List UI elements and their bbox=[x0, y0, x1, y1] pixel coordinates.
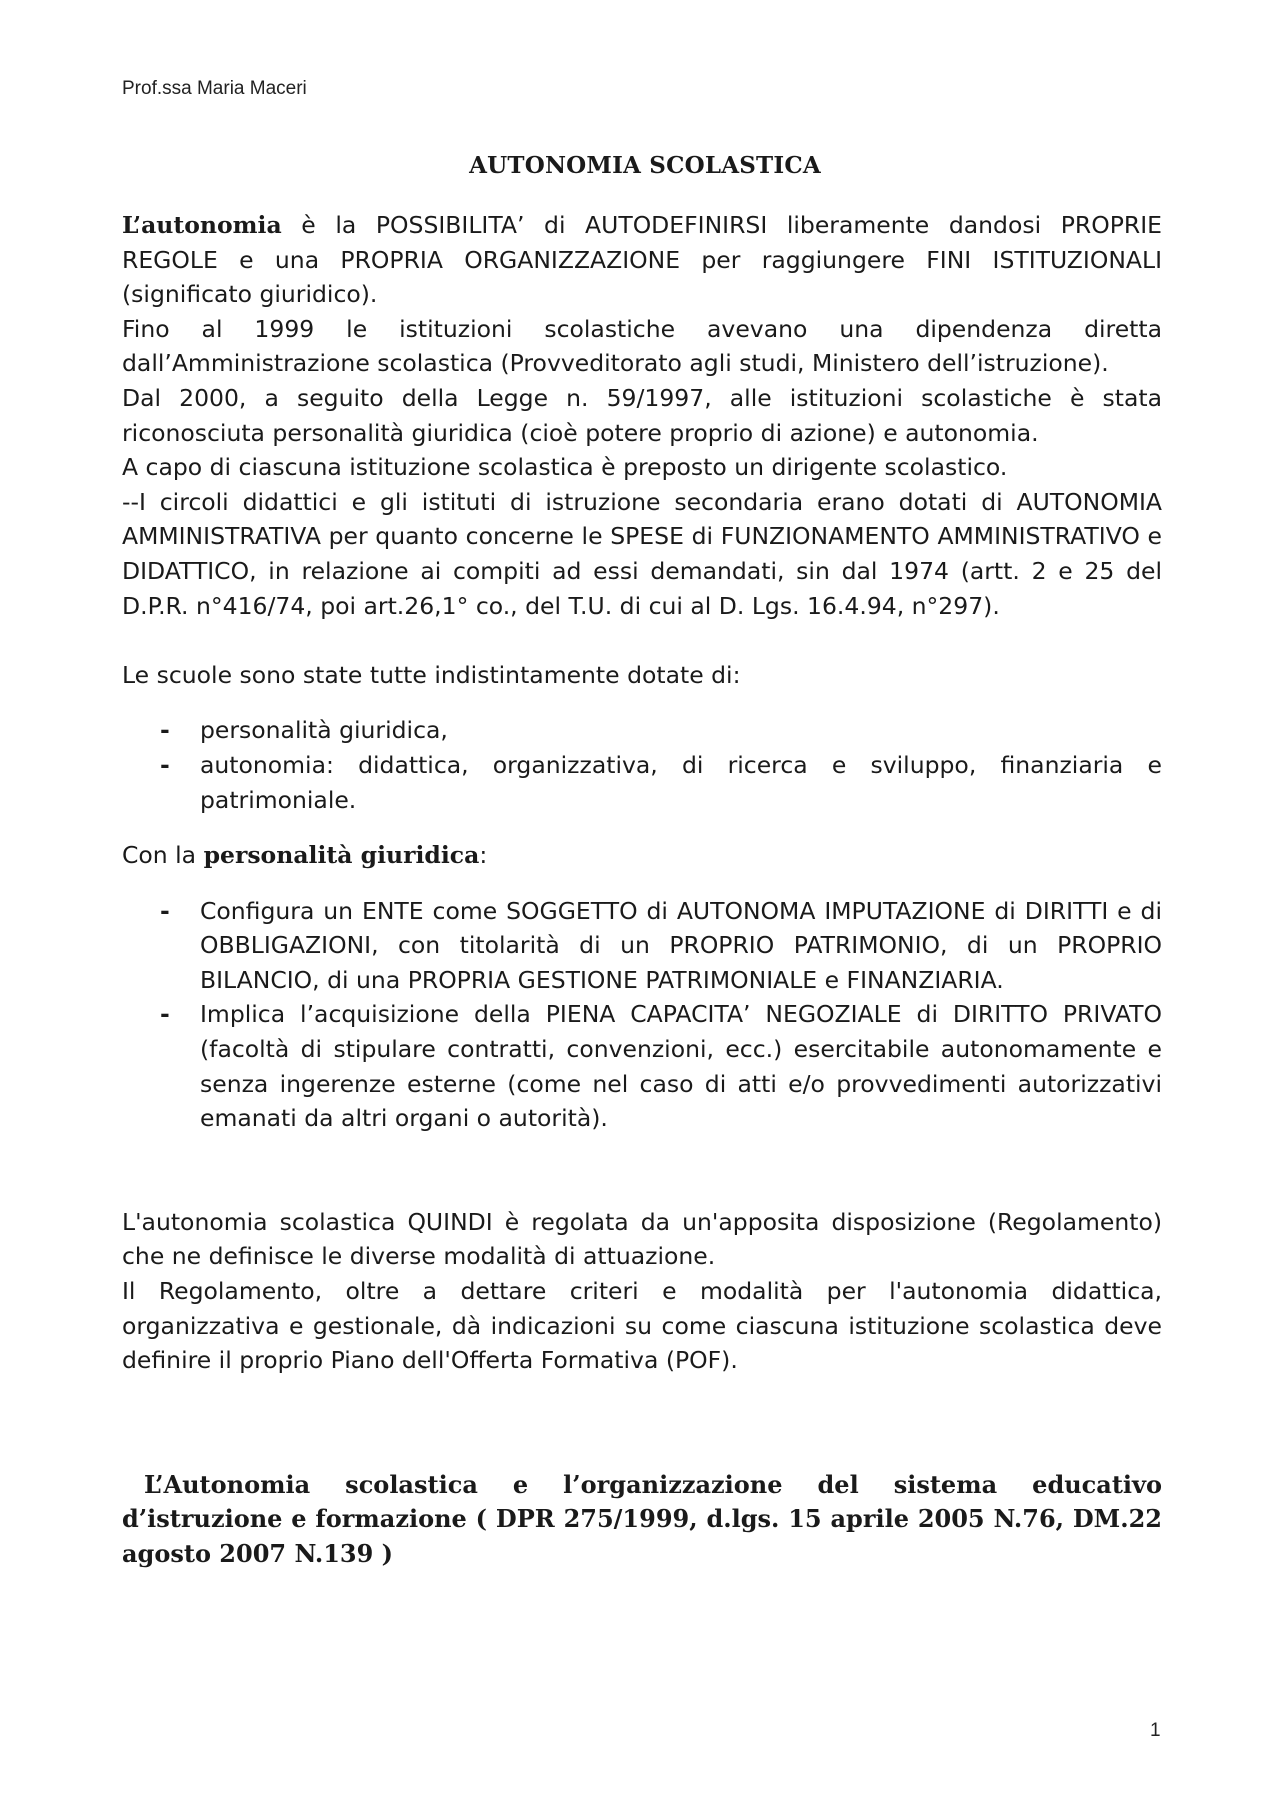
document-title: AUTONOMIA SCOLASTICA bbox=[469, 152, 821, 179]
paragraph-history: Fino al 1999 le istituzioni scolastiche avevano una dipendenza diretta dall’Amministrazione scolastica (Provveditorato agli studi, Ministero dell’istruzione). bbox=[122, 314, 1162, 378]
page-header-author: Prof.ssa Maria Maceri bbox=[122, 78, 307, 99]
term-personalita: personalità giuridica bbox=[203, 841, 480, 870]
dash-bullet: - bbox=[160, 1000, 170, 1029]
paragraph-pof: Il Regolamento, oltre a dettare criteri e modalità per l'autonomia didattica, organizzativa e gestionale, dà indicazioni su come ciascuna istituzione scolastica deve definire il proprio Piano dell'Offerta Formativa (POF). bbox=[122, 1277, 1162, 1375]
page-number: 1 bbox=[1150, 1720, 1161, 1741]
document-body bbox=[122, 208, 1162, 1572]
paragraph-definition bbox=[122, 208, 1162, 312]
paragraph-dotate-intro: Le scuole sono state tutte indistintamente dotate di: bbox=[122, 660, 741, 689]
dash-bullet: - bbox=[160, 896, 170, 925]
personalita-list bbox=[122, 894, 1162, 1136]
paragraph-personalita-intro: Con la personalità giuridica: bbox=[122, 841, 488, 870]
closing-heading: L’Autonomia scolastica e l’organizzazione del sistema educativo d’istruzione e formazione ( DPR 275/1999, d.lgs. 15 aprile 2005 N.76, DM.22 agosto 2007 N.139 ) bbox=[122, 1469, 1162, 1568]
list-item: - Configura un ENTE come SOGGETTO di AUTONOMA IMPUTAZIONE di DIRITTI e di OBBLIGAZIONI, con titolarità di un PROPRIO PATRIMONIO, di un PROPRIO BILANCIO, di una PROPRIA GESTIONE PATRIMONIALE e FINANZIARIA. bbox=[122, 894, 1162, 998]
list-item: - autonomia: didattica, organizzativa, di ricerca e sviluppo, finanziaria e patrimoniale. bbox=[122, 748, 1162, 817]
term-autonomia: L’autonomia bbox=[122, 211, 282, 239]
paragraph-dirigente: A capo di ciascuna istituzione scolastica è preposto un dirigente scolastico. bbox=[122, 453, 1008, 482]
dash-bullet: - bbox=[160, 750, 170, 779]
paragraph-regolamento: L'autonomia scolastica QUINDI è regolata da un'apposita disposizione (Regolamento) che ne definisce le diverse modalità di attuazione. bbox=[122, 1207, 1162, 1271]
definition-text: è la POSSIBILITA’ di AUTODEFINIRSI liberamente dandosi PROPRIE REGOLE e una PROPRIA ORGANIZZAZIONE per raggiungere FINI ISTITUZIONALI (significato giuridico). bbox=[122, 211, 1162, 309]
paragraph-circoli: --I circoli didattici e gli istituti di istruzione secondaria erano dotati di AUTONOMIA AMMINISTRATIVA per quanto concerne le SPESE di FUNZIONAMENTO AMMINISTRATIVO e DIDATTICO, in relazione ai compiti ad essi demandati, sin dal 1974 (artt. 2 e 25 del D.P.R. n°416/74, poi art.26,1° co., del T.U. di cui al D. Lgs. 16.4.94, n°297). bbox=[122, 487, 1162, 620]
dash-bullet: - bbox=[160, 716, 170, 745]
list-item: - Implica l’acquisizione della PIENA CAPACITA’ NEGOZIALE di DIRITTO PRIVATO (facoltà di stipulare contratti, convenzioni, ecc.) esercitabile autonomamente e senza ingerenze esterne (come nel caso di atti e/o provvedimenti autorizzativi emanati da altri organi o autorità). bbox=[122, 997, 1162, 1135]
paragraph-legge: Dal 2000, a seguito della Legge n. 59/1997, alle istituzioni scolastiche è stata riconosciuta personalità giuridica (cioè potere proprio di azione) e autonomia. bbox=[122, 383, 1162, 447]
dotate-list bbox=[122, 713, 1162, 817]
list-item: - personalità giuridica, bbox=[122, 713, 1162, 748]
